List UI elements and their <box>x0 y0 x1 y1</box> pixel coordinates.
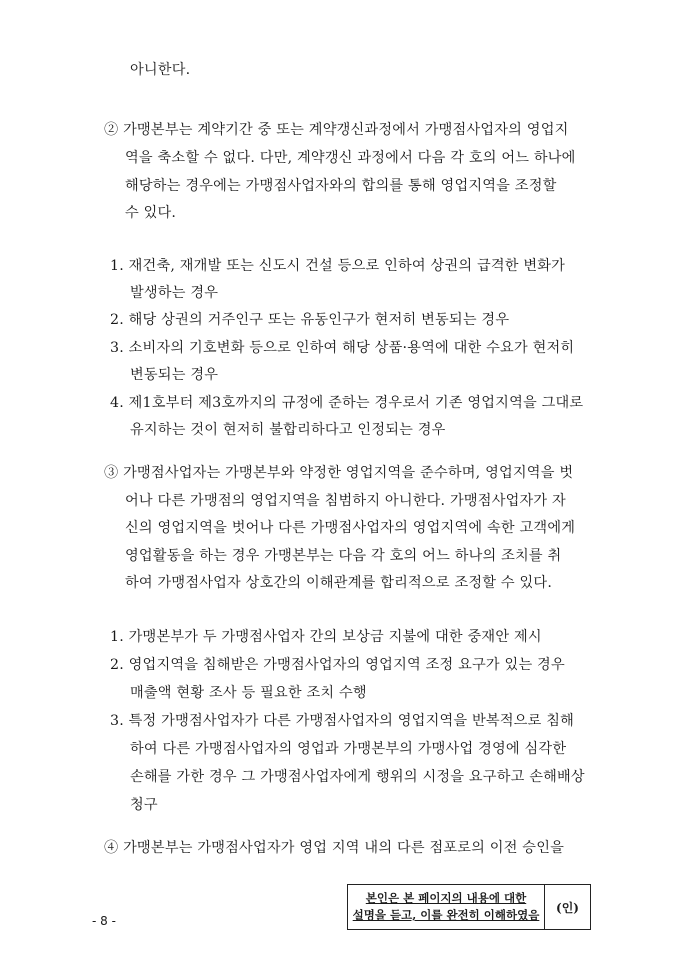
list-item: 1. 가맹본부가 두 가맹점사업자 간의 보상금 지불에 대한 중재안 제시 <box>110 629 542 645</box>
text-line: 아니한다. <box>130 62 191 78</box>
paragraph-2-line: 수 있다. <box>125 205 177 221</box>
list-item-continuation: 발생하는 경우 <box>130 285 219 301</box>
confirmation-line-1: 본인은 본 페이지의 내용에 대한 <box>365 891 527 905</box>
paragraph-2-line: 역을 축소할 수 없다. 다만, 계약갱신 과정에서 다음 각 호의 어느 하나에 <box>125 150 576 166</box>
list-item: 3. 소비자의 기호변화 등으로 인하여 해당 상품·용역에 대한 수요가 현저히 <box>110 340 575 356</box>
paragraph-2-line: 해당하는 경우에는 가맹점사업자와의 합의를 통해 영업지역을 조정할 <box>125 178 557 194</box>
paragraph-4-line: ④ 가맹본부는 가맹점사업자가 영업 지역 내의 다른 점포로의 이전 승인을 <box>104 840 565 856</box>
list-item: 3. 특정 가맹점사업자가 다른 가맹점사업자의 영업지역을 반복적으로 침해 <box>110 713 575 729</box>
list-item-continuation: 변동되는 경우 <box>130 367 219 383</box>
paragraph-3-line: ③ 가맹점사업자는 가맹본부와 약정한 영업지역을 준수하며, 영업지역을 벗 <box>104 465 574 481</box>
paragraph-2-line: ② 가맹본부는 계약기간 중 또는 계약갱신과정에서 가맹점사업자의 영업지 <box>104 122 569 138</box>
confirmation-line-2: 설명을 듣고, 이를 완전히 이해하였음 <box>352 908 540 922</box>
list-item-continuation: 손해를 가한 경우 그 가맹점사업자에게 행위의 시정을 요구하고 손해배상 <box>130 769 585 785</box>
list-item-continuation: 유지하는 것이 현저히 불합리하다고 인정되는 경우 <box>130 422 446 438</box>
confirmation-box <box>347 884 591 930</box>
paragraph-3-line: 영업활동을 하는 경우 가맹본부는 다음 각 호의 어느 하나의 조치를 취 <box>125 548 562 564</box>
list-item-continuation: 하여 다른 가맹점사업자의 영업과 가맹본부의 가맹사업 경영에 심각한 <box>130 741 567 757</box>
list-item: 2. 해당 상권의 거주인구 또는 유동인구가 현저히 변동되는 경우 <box>110 312 510 328</box>
list-item: 2. 영업지역을 침해받은 가맹점사업자의 영업지역 조정 요구가 있는 경우 <box>110 657 565 673</box>
seal-field[interactable]: (인) <box>556 900 579 915</box>
paragraph-3-line: 신의 영업지역을 벗어나 다른 가맹점사업자의 영업지역에 속한 고객에게 <box>125 520 576 536</box>
paragraph-3-line: 하여 가맹점사업자 상호간의 이해관계를 합리적으로 조정할 수 있다. <box>125 575 553 591</box>
list-item: 4. 제1호부터 제3호까지의 규정에 준하는 경우로서 기존 영업지역을 그대로 <box>110 395 584 411</box>
list-item: 1. 재건축, 재개발 또는 신도시 건설 등으로 인하여 상권의 급격한 변화가 <box>110 258 566 274</box>
paragraph-3-line: 어나 다른 가맹점의 영업지역을 침범하지 아니한다. 가맹점사업자가 자 <box>125 493 566 509</box>
page-number: - 8 - <box>92 914 116 928</box>
confirmation-statement <box>348 885 545 929</box>
list-item-continuation: 청구 <box>130 797 158 813</box>
list-item-continuation: 매출액 현황 조사 등 필요한 조치 수행 <box>130 685 367 701</box>
